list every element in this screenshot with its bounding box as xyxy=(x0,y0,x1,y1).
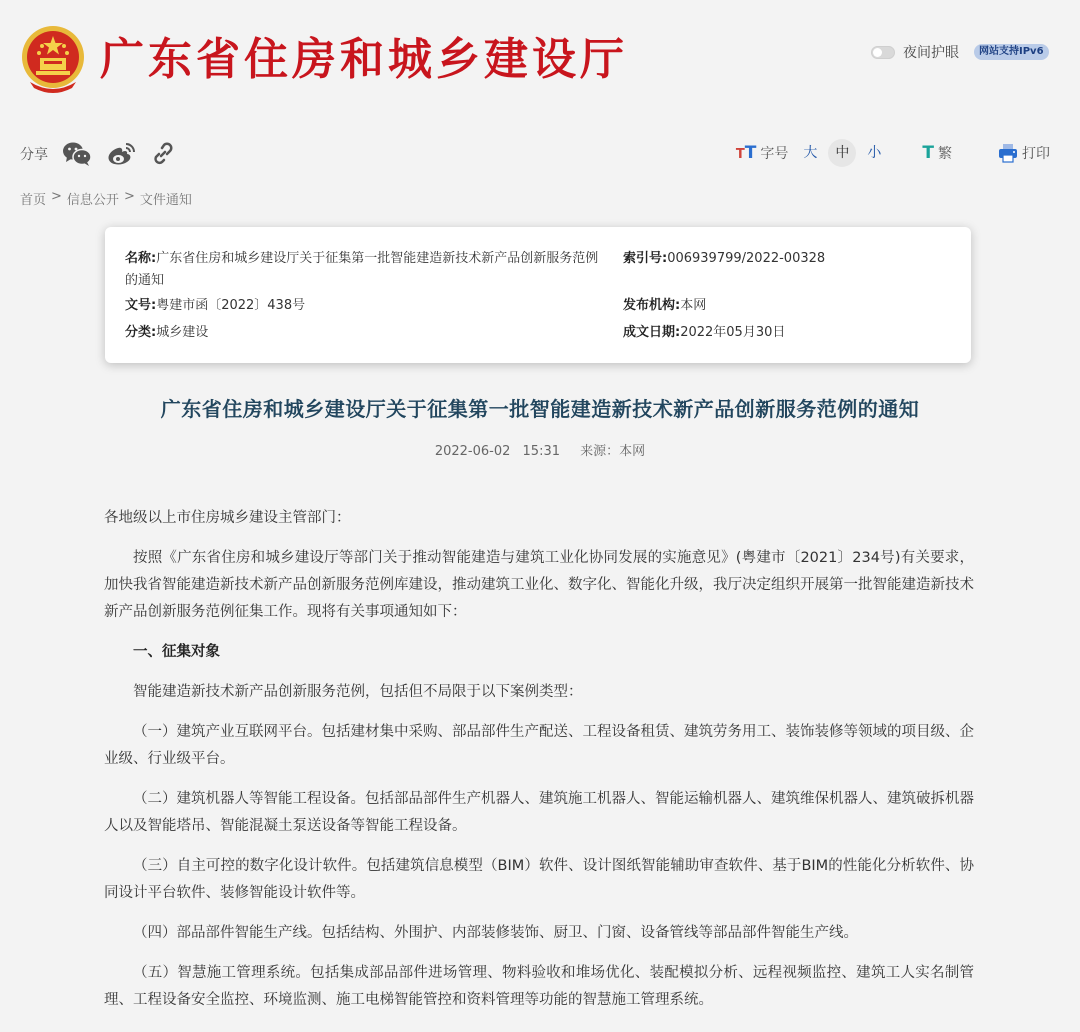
meta-doc-no-label: 文号: xyxy=(125,298,157,313)
national-emblem-icon[interactable] xyxy=(20,24,86,94)
font-size-icon: TT xyxy=(735,143,757,163)
site-header xyxy=(0,0,1080,120)
breadcrumb-info-public[interactable]: 信息公开 xyxy=(66,193,119,208)
font-size-small-button[interactable]: 小 xyxy=(867,145,882,161)
article-meta xyxy=(0,440,1080,459)
meta-name-value: 广东省住房和城乡建设厅关于征集第一批智能建造新技术新产品创新服务范例的通知 xyxy=(125,251,599,288)
article-paragraph: 各地级以上市住房城乡建设主管部门： xyxy=(104,510,351,526)
meta-index-label: 索引号: xyxy=(623,251,668,266)
article-paragraph: （一）建筑产业互联网平台。包括建材集中采购、部品部件生产配送、工程设备租赁、建筑劳务用工、装饰装修等领域的项目级、企业级、行业级平台。 xyxy=(104,724,974,767)
meta-publisher-label: 发布机构: xyxy=(623,298,681,313)
breadcrumb-file-notice[interactable]: 文件通知 xyxy=(139,193,192,208)
meta-date-label: 成文日期: xyxy=(623,325,681,340)
meta-publisher xyxy=(623,295,706,317)
meta-name-label: 名称: xyxy=(125,251,157,266)
article-paragraph: （五）智慧施工管理系统。包括集成部品部件进场管理、物料验收和堆场优化、装配模拟分析、远程视频监控、建筑工人实名制管理、工程设备安全监控、环境监测、施工电梯智能管控和资料管理等功能的智慧施工管理系统。 xyxy=(104,965,974,1008)
section-heading: 一、征集对象 xyxy=(133,644,220,660)
article-paragraph: 按照《广东省住房和城乡建设厅等部门关于推动智能建造与建筑工业化协同发展的实施意见》(粤建市〔2021〕234号)有关要求，加快我省智能建造新技术新产品创新服务范例库建设，推动建筑工业化、数字化、智能化升级，我厅决定组织开展第一批智能建造新技术新产品创新服务范例征集工作。现将有关事项通知如下： xyxy=(104,550,974,620)
font-size-large-button[interactable]: 大 xyxy=(803,145,818,161)
meta-doc-no-value: 粤建市函〔2022〕438号 xyxy=(156,298,306,313)
article-date: 2022-06-02 xyxy=(434,444,511,459)
article-paragraph: 智能建造新技术新产品创新服务范例，包括但不局限于以下案例类型： xyxy=(133,684,583,700)
share-label: 分享 xyxy=(20,147,48,163)
traditional-chinese-button[interactable] xyxy=(922,143,952,163)
font-size-label: 字号 xyxy=(760,146,789,162)
page-tools xyxy=(736,138,1050,168)
breadcrumb-separator: > xyxy=(123,189,135,204)
font-size-medium-button[interactable]: 中 xyxy=(828,139,856,167)
traditional-label: 繁 xyxy=(938,146,952,162)
night-mode-label: 夜间护眼 xyxy=(903,45,959,61)
meta-date-value: 2022年05月30日 xyxy=(680,325,786,340)
print-label: 打印 xyxy=(1022,146,1050,162)
article-body xyxy=(104,505,974,1027)
link-icon[interactable] xyxy=(150,141,176,167)
ipv6-badge: 网站支持IPv6 xyxy=(974,44,1049,60)
article-paragraph: （四）部品部件智能生产线。包括结构、外围护、内部装修装饰、厨卫、门窗、设备管线等部品部件智能生产线。 xyxy=(133,925,858,941)
meta-publisher-value: 本网 xyxy=(680,298,707,313)
toggle-switch[interactable] xyxy=(871,46,895,59)
meta-category-label: 分类: xyxy=(125,325,157,340)
meta-category xyxy=(125,322,208,344)
meta-index xyxy=(623,248,825,270)
article-time: 15:31 xyxy=(522,444,560,459)
breadcrumb xyxy=(20,189,192,208)
article-title: 广东省住房和城乡建设厅关于征集第一批智能建造新技术新产品创新服务范例的通知 xyxy=(160,397,920,421)
breadcrumb-separator: > xyxy=(51,189,62,204)
wechat-icon[interactable] xyxy=(62,141,92,167)
meta-date xyxy=(623,322,785,344)
document-meta-card xyxy=(105,227,971,363)
article-paragraph: （三）自主可控的数字化设计软件。包括建筑信息模型（BIM）软件、设计图纸智能辅助审查软件、基于BIM的性能化分析软件、协同设计平台软件、装修智能设计软件等。 xyxy=(104,858,974,901)
meta-index-value: 006939799/2022-00328 xyxy=(667,251,826,266)
meta-name xyxy=(125,248,605,292)
breadcrumb-home[interactable]: 首页 xyxy=(20,193,47,208)
traditional-chinese-icon: T xyxy=(922,143,934,163)
font-size-control xyxy=(736,139,888,167)
article-paragraph: （二）建筑机器人等智能工程设备。包括部品部件生产机器人、建筑施工机器人、智能运输机器人、建筑维保机器人、建筑破拆机器人以及智能塔吊、智能混凝土泵送设备等智能工程设备。 xyxy=(104,791,974,834)
weibo-icon[interactable] xyxy=(106,141,136,167)
meta-doc-no xyxy=(125,295,305,317)
meta-category-value: 城乡建设 xyxy=(156,325,209,340)
share-bar xyxy=(20,140,176,168)
print-button[interactable] xyxy=(998,143,1050,163)
article-source: 来源：本网 xyxy=(580,444,646,459)
night-mode-toggle[interactable] xyxy=(871,42,959,62)
printer-icon xyxy=(998,143,1018,163)
site-title: 广东省住房和城乡建设厅 xyxy=(100,34,628,85)
